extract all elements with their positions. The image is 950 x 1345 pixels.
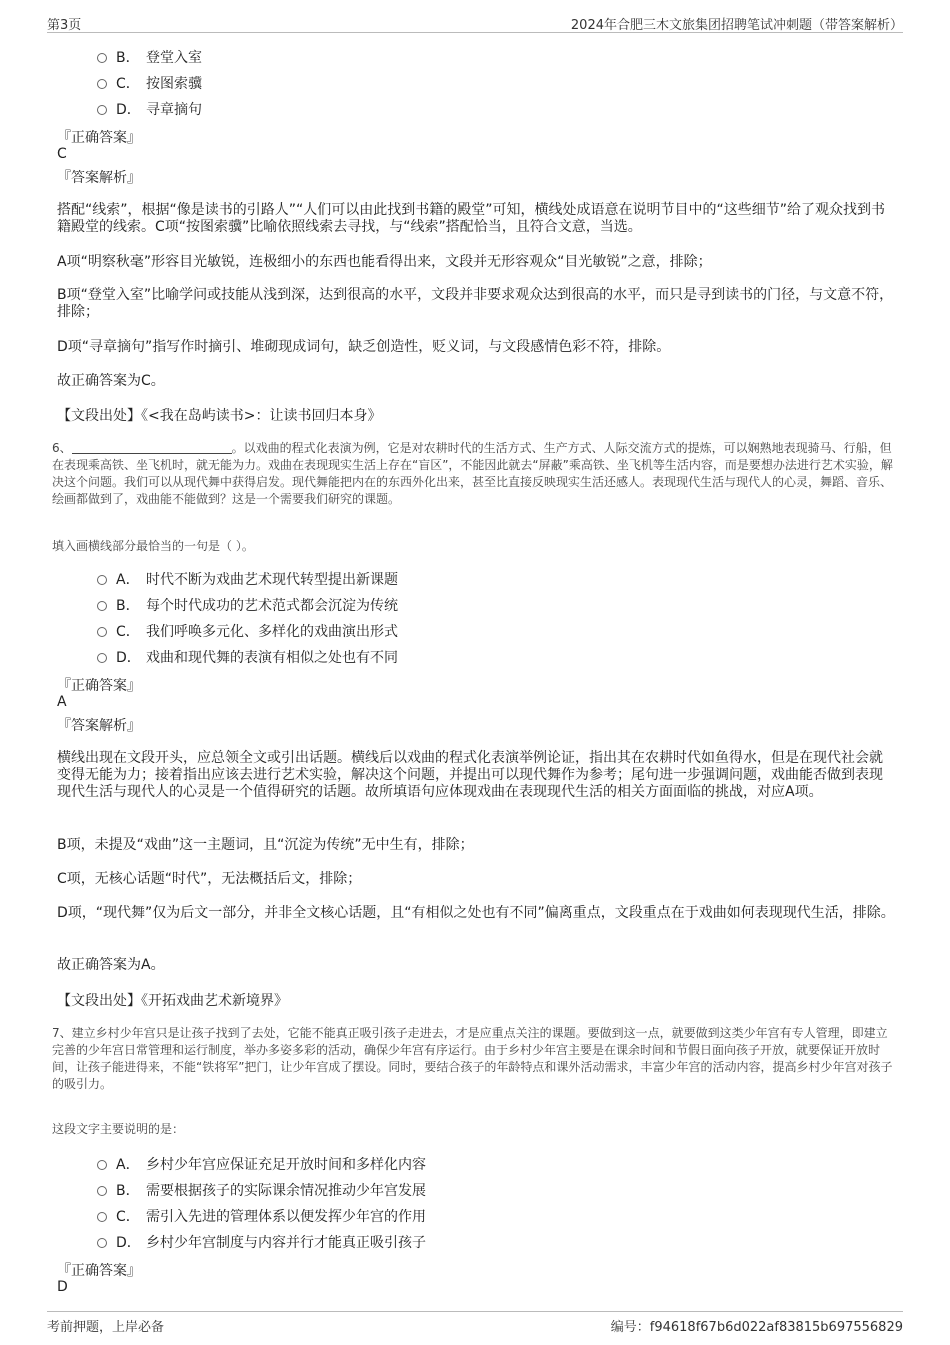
q5-answer: C <box>57 146 67 162</box>
footer-code: 编号：f94618f67b6d022af83815b697556829 <box>610 1320 903 1335</box>
q6-option-d[interactable]: D． 戏曲和现代舞的表演有相似之处也有不同 <box>97 647 398 667</box>
radio-icon[interactable] <box>97 53 107 63</box>
q6-stem: 6、 。以戏曲的程式化表演为例，它是对农耕时代的生活方式、生产方式、人际交流方式的提炼，可以娴熟地表现骑马、行船，但在表现乘高铁、坐飞机时，就无能为力。戏曲在表现现实生活上存在“盲区”，不能因此就去“屏蔽”乘高铁、坐飞机等生活内容，而是要想办法进行艺术实验，解决这个问题。我们可以从现代舞中获得启发。现代舞能把内在的东西外化出来，甚至比直接反映现实生活还感人。表现现代生活与现代人的心灵，舞蹈、音乐、绘画都做到了，戏曲能不能做到？这是一个需要我们研究的课题。 <box>52 441 893 506</box>
q6-analysis-label: 『答案解析』 <box>57 718 141 734</box>
q7-answer-label: 『正确答案』 <box>57 1263 141 1279</box>
page-header <box>47 12 903 33</box>
radio-icon[interactable] <box>97 105 107 115</box>
q5-analysis-a: A项“明察秋毫”形容目光敏锐，连极细小的东西也能看得出来，文段并无形容观众“目光敏锐”之意，排除； <box>57 254 712 270</box>
q5-option-b[interactable]: B． 登堂入室 <box>97 47 202 67</box>
q5-analysis-b: B项“登堂入室”比喻学问或技能从浅到深，达到很高的水平，文段并非要求观众达到很高的水平，而只是寻到读书的门径，与文意不符，排除； <box>57 287 894 320</box>
q6-option-c[interactable]: C． 我们呼唤多元化、多样化的戏曲演出形式 <box>97 621 398 641</box>
radio-icon[interactable] <box>97 653 107 663</box>
q7-answer: D <box>57 1279 68 1295</box>
page-footer <box>47 1311 903 1338</box>
radio-icon[interactable] <box>97 601 107 611</box>
q5-conclusion: 故正确答案为C。 <box>57 373 165 389</box>
page-number: 第3页 <box>47 18 82 33</box>
q7-option-c[interactable]: C． 需引入先进的管理体系以便发挥少年宫的作用 <box>97 1206 426 1226</box>
q5-analysis-label: 『答案解析』 <box>57 170 141 186</box>
q6-analysis-main: 横线出现在文段开头，应总领全文或引出话题。横线后以戏曲的程式化表演举例论证，指出其在农耕时代如鱼得水，但是在现代社会就变得无能为力；接着指出应该去进行艺术实验，解决这个问题，并提出可以现代舞作为参考；尾句进一步强调问题，戏曲能否做到表现现代生活与现代人的心灵是一个值得研究的话题。故所填语句应体现戏曲在表现现代生活的相关方面面临的挑战，对应A项。 <box>57 750 883 800</box>
q6-answer: A <box>57 694 67 710</box>
q7-option-b[interactable]: B． 需要根据孩子的实际课余情况推动少年宫发展 <box>97 1180 426 1200</box>
q7-prompt: 这段文字主要说明的是： <box>52 1122 185 1136</box>
q6-conclusion: 故正确答案为A。 <box>57 957 165 973</box>
q7-option-a[interactable]: A． 乡村少年宫应保证充足开放时间和多样化内容 <box>97 1154 426 1174</box>
q6-prompt: 填入画横线部分最恰当的一句是（ ）。 <box>52 539 254 553</box>
q7-stem: 7、建立乡村少年宫只是让孩子找到了去处，它能不能真正吸引孩子走进去，才是应重点关注的课题。要做到这一点，就要做到这类少年宫有专人管理，即建立完善的少年宫日常管理和运行制度，举办多姿多彩的活动，确保少年宫有序运行。由于乡村少年宫主要是在课余时间和节假日面向孩子开放，就要保证开放时间，让孩子能进得来，不能“铁将军”把门，让少年宫成了摆设。同时，要结合孩子的年龄特点和课外活动需求，丰富少年宫的活动内容，提高乡村少年宫对孩子的吸引力。 <box>52 1026 893 1091</box>
q5-analysis-d: D项“寻章摘句”指写作时摘引、堆砌现成词句，缺乏创造性，贬义词，与文段感情色彩不符，排除。 <box>57 339 671 355</box>
radio-icon[interactable] <box>97 1238 107 1248</box>
radio-icon[interactable] <box>97 79 107 89</box>
q7-option-d[interactable]: D． 乡村少年宫制度与内容并行才能真正吸引孩子 <box>97 1232 426 1252</box>
radio-icon[interactable] <box>97 575 107 585</box>
radio-icon[interactable] <box>97 1212 107 1222</box>
q6-option-b[interactable]: B． 每个时代成功的艺术范式都会沉淀为传统 <box>97 595 398 615</box>
q6-analysis-c: C项，无核心话题“时代”，无法概括后文，排除； <box>57 871 362 887</box>
footer-slogan: 考前押题，上岸必备 <box>47 1320 165 1335</box>
document-title: 2024年合肥三木文旅集团招聘笔试冲刺题（带答案解析） <box>570 18 903 33</box>
q5-answer-label: 『正确答案』 <box>57 130 141 146</box>
q6-answer-label: 『正确答案』 <box>57 678 141 694</box>
fill-blank <box>72 441 232 454</box>
q5-analysis-main: 搭配“线索”，根据“像是读书的引路人”“人们可以由此找到书籍的殿堂”可知，横线处成语意在说明节目中的“这些细节”给了观众找到书籍殿堂的线索。C项“按图索骥”比喻依照线索去寻找，与“线索”搭配恰当，且符合文意，当选。 <box>57 202 886 235</box>
q6-analysis-d: D项，“现代舞”仅为后文一部分，并非全文核心话题，且“有相似之处也有不同”偏离重点，文段重点在于戏曲如何表现现代生活，排除。 <box>57 905 895 921</box>
q6-source: 【文段出处】《开拓戏曲艺术新境界》 <box>57 993 288 1009</box>
q5-option-d[interactable]: D． 寻章摘句 <box>97 99 202 119</box>
radio-icon[interactable] <box>97 1186 107 1196</box>
q6-analysis-b: B项，未提及“戏曲”这一主题词，且“沉淀为传统”无中生有，排除； <box>57 837 474 853</box>
radio-icon[interactable] <box>97 1160 107 1170</box>
q5-source: 【文段出处】《<我在岛屿读书>：让读书回归本身》 <box>57 408 382 424</box>
q5-option-c[interactable]: C． 按图索骥 <box>97 73 202 93</box>
radio-icon[interactable] <box>97 627 107 637</box>
q6-option-a[interactable]: A． 时代不断为戏曲艺术现代转型提出新课题 <box>97 569 398 589</box>
